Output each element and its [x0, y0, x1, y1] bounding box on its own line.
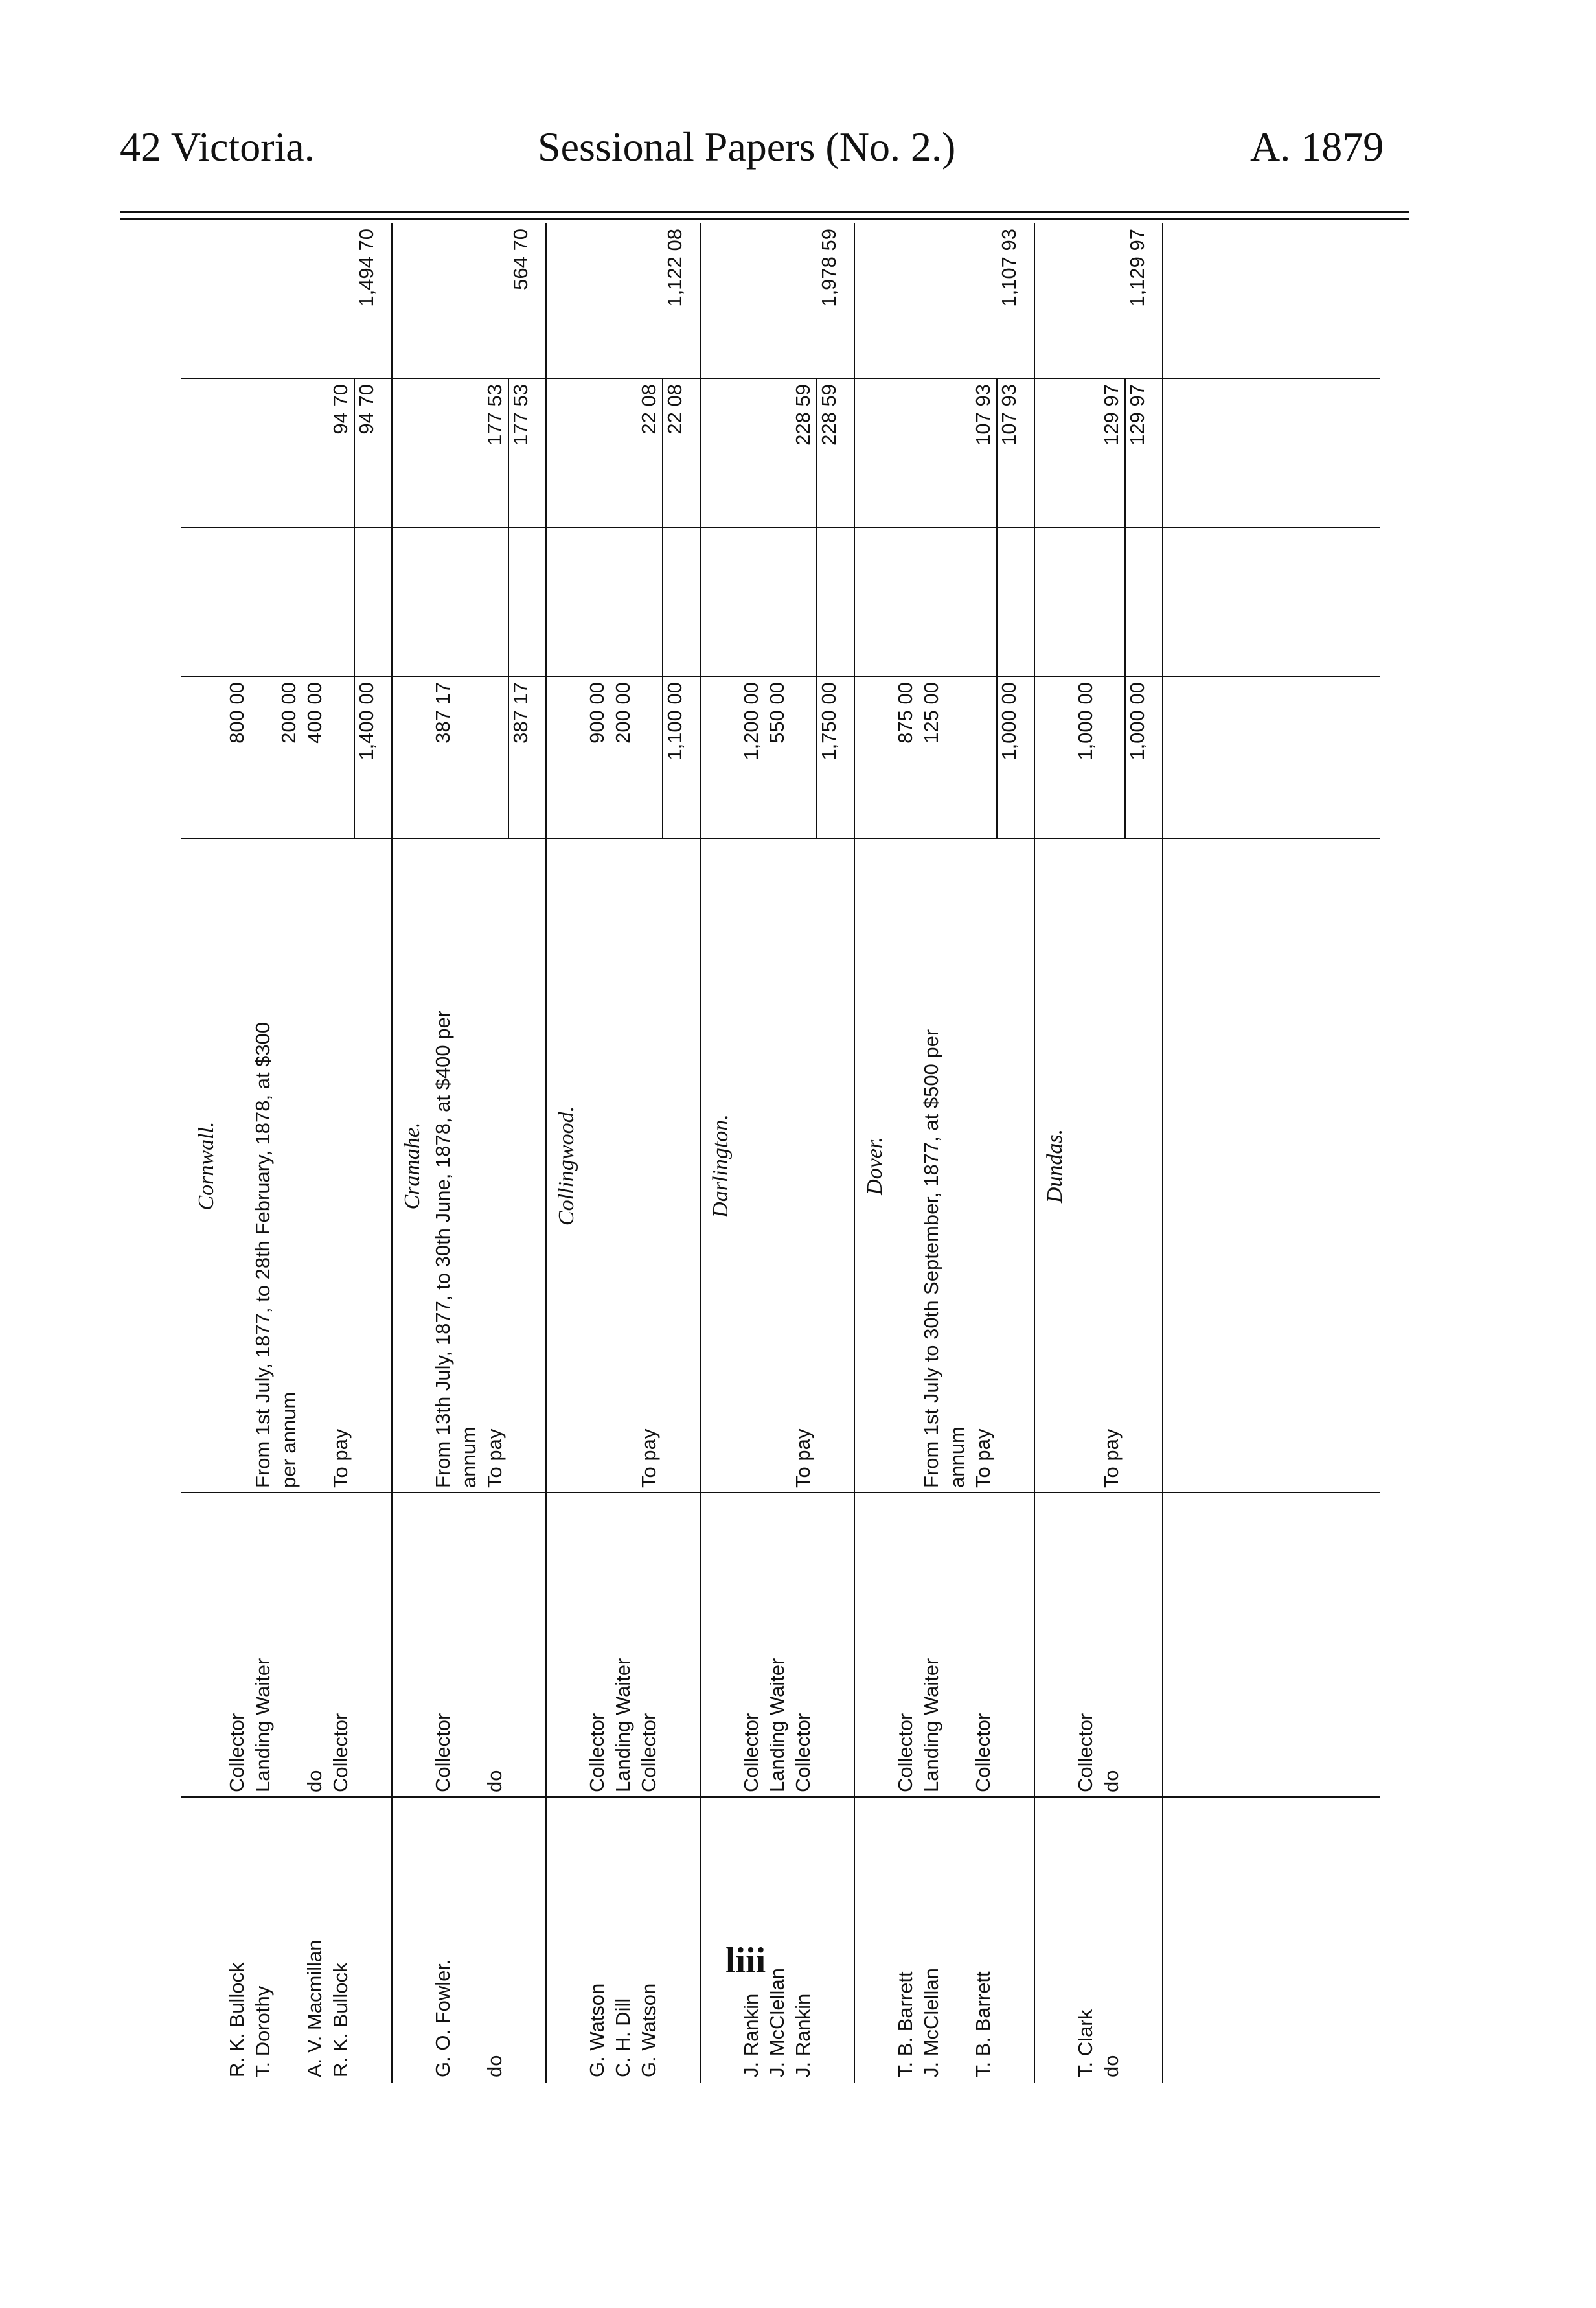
description-cell: From 1st July, 1877, to 28th February, 1878, at $300	[251, 1022, 274, 1488]
total-cell: 1,129 97	[1126, 229, 1148, 307]
table-row	[611, 223, 635, 2083]
section-rule	[1162, 223, 1163, 2083]
balance-cell: 22 08	[663, 384, 686, 435]
session-label: 42 Victoria.	[120, 124, 315, 170]
section-rule	[391, 223, 393, 2083]
table-row	[303, 223, 326, 2083]
amount-cell: 1,000 00	[1126, 682, 1148, 760]
amount-cell: 1,000 00	[998, 682, 1020, 760]
total-cell: 1,494 70	[355, 229, 378, 307]
balance-cell: 177 53	[483, 384, 506, 446]
section-title: Cornwall.	[194, 1121, 218, 1211]
sessional-papers-title: Sessional Papers (No. 2.)	[538, 124, 956, 170]
name-cell: A. V. Macmillan	[303, 1939, 326, 2077]
name-cell: T. B. Barrett	[972, 1971, 994, 2077]
table-row	[817, 223, 841, 2083]
balance-cell: 129 97	[1126, 384, 1148, 446]
name-cell: G. Watson	[637, 1983, 660, 2077]
amount-cell: 875 00	[894, 682, 917, 744]
table-row	[946, 223, 969, 2083]
page-header	[0, 123, 1596, 168]
section-rule	[854, 223, 855, 2083]
section-title: Collingwood.	[554, 1106, 578, 1226]
total-cell: 1,122 08	[663, 229, 686, 307]
total-cell: 564 70	[509, 229, 532, 290]
name-cell: T. B. Barrett	[894, 1971, 917, 2077]
balance-cell: 107 93	[998, 384, 1020, 446]
table-row	[225, 223, 249, 2083]
amount-cell: 1,200 00	[740, 682, 762, 760]
description-cell: annum	[946, 1426, 968, 1488]
balance-cell: 94 70	[355, 384, 378, 435]
amount-cell: 387 17	[431, 682, 454, 744]
office-cell: Landing Waiter	[766, 1658, 788, 1792]
balance-cell: 107 93	[972, 384, 994, 446]
office-cell: Collector	[329, 1713, 352, 1792]
table-row	[509, 223, 532, 2083]
section-title: Cramahe.	[400, 1122, 424, 1210]
header-rule-thick	[120, 211, 1409, 213]
table-row	[277, 223, 301, 2083]
table-row	[894, 223, 917, 2083]
description-cell: To pay	[972, 1428, 994, 1488]
amount-cell: 1,400 00	[355, 682, 378, 760]
amount-cell: 125 00	[920, 682, 942, 744]
section-rule	[1034, 223, 1035, 2083]
rotated-table-page	[181, 223, 1380, 2083]
table-row	[251, 223, 275, 2083]
balance-cell: 228 59	[817, 384, 840, 446]
table-row	[740, 223, 763, 2083]
name-cell: J. McClellan	[766, 1968, 788, 2077]
balance-cell: 129 97	[1100, 384, 1123, 446]
amount-cell: 900 00	[586, 682, 608, 744]
section-rule	[545, 223, 547, 2083]
table-row	[663, 223, 687, 2083]
office-cell: do	[303, 1770, 326, 1792]
office-cell: Collector	[637, 1713, 660, 1792]
balance-cell: 177 53	[509, 384, 532, 446]
balance-cell: 22 08	[637, 384, 660, 435]
name-cell: G. Watson	[586, 1983, 608, 2077]
description-cell: From 1st July to 30th September, 1877, at $500 per	[920, 1029, 942, 1488]
amount-cell: 1,750 00	[817, 682, 840, 760]
amount-cell: 1,000 00	[1074, 682, 1097, 760]
name-cell: J. Rankin	[792, 1993, 814, 2077]
office-cell: do	[483, 1770, 506, 1792]
name-cell: G. O. Fowler.	[431, 1959, 454, 2077]
table-row	[637, 223, 661, 2083]
amount-cell: 387 17	[509, 682, 532, 744]
header-rule-thin	[120, 218, 1409, 220]
section-rule	[700, 223, 701, 2083]
amount-cell: 200 00	[611, 682, 634, 744]
name-cell: T. Dorothy	[251, 1985, 274, 2077]
section-title: Darlington.	[709, 1114, 733, 1218]
page-number: liii	[725, 1941, 766, 1981]
amount-cell: 800 00	[225, 682, 248, 744]
description-cell: To pay	[483, 1428, 506, 1488]
table-row	[972, 223, 995, 2083]
table-row	[766, 223, 789, 2083]
office-cell: Collector	[225, 1713, 248, 1792]
balance-cell: 228 59	[792, 384, 814, 446]
office-cell: Collector	[972, 1713, 994, 1792]
name-cell: do	[1100, 2055, 1123, 2077]
section-title: Dundas.	[1043, 1128, 1067, 1204]
office-cell: do	[1100, 1770, 1123, 1792]
amount-cell: 400 00	[303, 682, 326, 744]
description-cell: annum	[457, 1426, 480, 1488]
table-row	[920, 223, 943, 2083]
description-cell: To pay	[1100, 1428, 1123, 1488]
name-cell: J. Rankin	[740, 1993, 762, 2077]
office-cell: Collector	[740, 1713, 762, 1792]
table-row	[457, 223, 481, 2083]
office-cell: Collector	[586, 1713, 608, 1792]
table-row	[483, 223, 507, 2083]
amount-cell: 550 00	[766, 682, 788, 744]
description-cell: per annum	[277, 1391, 300, 1488]
accounts-table	[181, 223, 1380, 2083]
office-cell: Collector	[1074, 1713, 1097, 1792]
table-row	[998, 223, 1021, 2083]
total-cell: 1,978 59	[817, 229, 840, 307]
year-label: A. 1879	[1250, 124, 1384, 170]
balance-cell: 94 70	[329, 384, 352, 435]
description-cell: To pay	[329, 1428, 352, 1488]
amount-cell: 200 00	[277, 682, 300, 744]
section-title: Dover.	[863, 1137, 887, 1195]
table-row	[431, 223, 455, 2083]
name-cell: R. K. Bullock	[225, 1962, 248, 2077]
name-cell: C. H. Dill	[611, 1998, 634, 2077]
table-row	[586, 223, 609, 2083]
name-cell: J. McClellan	[920, 1968, 942, 2077]
table-row	[329, 223, 352, 2083]
description-cell: To pay	[792, 1428, 814, 1488]
description-cell: To pay	[637, 1428, 660, 1488]
office-cell: Collector	[894, 1713, 917, 1792]
table-row	[1100, 223, 1123, 2083]
office-cell: Collector	[792, 1713, 814, 1792]
table-row	[1126, 223, 1149, 2083]
office-cell: Landing Waiter	[611, 1658, 634, 1792]
name-cell: do	[483, 2055, 506, 2077]
amount-cell: 1,100 00	[663, 682, 686, 760]
table-row	[1074, 223, 1097, 2083]
office-cell: Collector	[431, 1713, 454, 1792]
name-cell: R. K. Bullock	[329, 1962, 352, 2077]
description-cell: From 13th July, 1877, to 30th June, 1878, at $400 per	[431, 1010, 454, 1488]
table-row	[355, 223, 378, 2083]
office-cell: Landing Waiter	[251, 1658, 274, 1792]
office-cell: Landing Waiter	[920, 1658, 942, 1792]
name-cell: T. Clark	[1074, 2009, 1097, 2077]
table-row	[792, 223, 815, 2083]
total-cell: 1,107 93	[998, 229, 1020, 307]
